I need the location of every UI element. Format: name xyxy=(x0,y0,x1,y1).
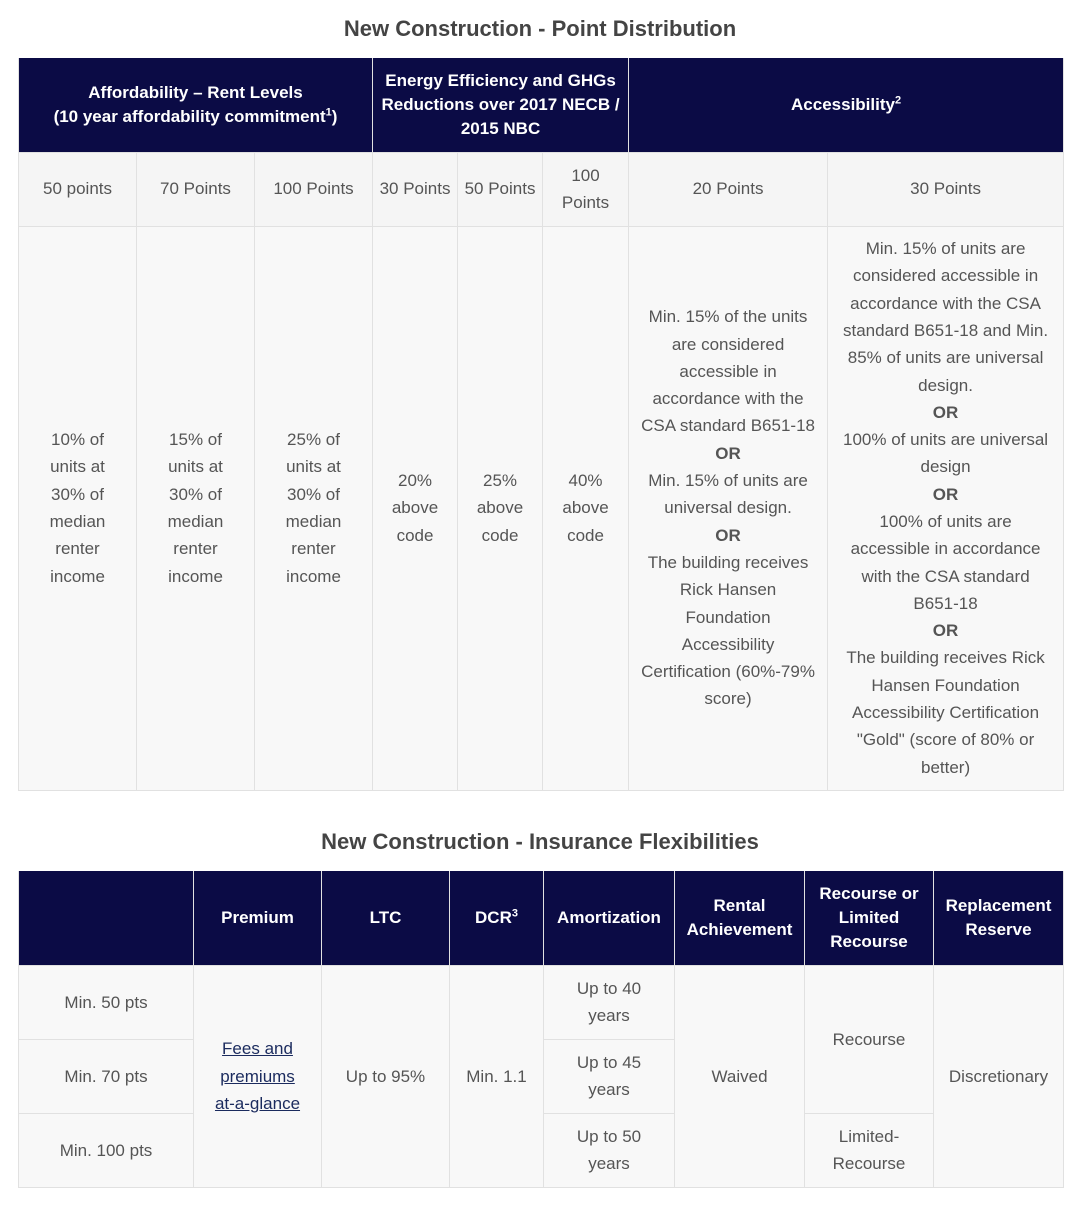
affordability-cell: 15% of units at 30% of median renter income xyxy=(137,226,255,790)
points-cell: 30 Points xyxy=(373,152,458,226)
accessibility-30-option-1: Min. 15% of units are considered accessible in accordance with the CSA standard B651-18 and Min. 85% of units are universal design. xyxy=(843,239,1049,395)
accessibility-20-option-1: Min. 15% of the units are considered accessible in accordance with the CSA standard B651-18 xyxy=(641,307,815,436)
rental-achievement-cell: Waived xyxy=(675,965,805,1187)
accessibility-30-cell xyxy=(828,226,1064,790)
points-row-label: Min. 100 pts xyxy=(19,1113,194,1187)
points-cell: 100 Points xyxy=(543,152,629,226)
blank-header xyxy=(19,871,194,965)
or-label: OR xyxy=(932,621,959,641)
recourse-cell: Recourse xyxy=(805,965,934,1113)
premium-cell xyxy=(194,965,322,1187)
replacement-reserve-cell: Discretionary xyxy=(934,965,1064,1187)
accessibility-30-option-2: 100% of units are universal design xyxy=(843,430,1049,477)
affordability-cell: 25% of units at 30% of median renter income xyxy=(255,226,373,790)
amortization-cell: Up to 45 years xyxy=(544,1039,675,1113)
points-cell: 20 Points xyxy=(629,152,828,226)
point-distribution-table xyxy=(18,58,1064,791)
points-cell: 30 Points xyxy=(828,152,1064,226)
accessibility-20-option-3: The building receives Rick Hansen Foundation Accessibility Certification (60%-79% score) xyxy=(641,552,815,709)
accessibility-20-cell xyxy=(629,226,828,790)
insurance-flexibilities-table xyxy=(18,871,1064,1188)
accessibility-20-option-2: Min. 15% of units are universal design. xyxy=(648,471,808,518)
points-cell: 50 Points xyxy=(458,152,543,226)
replacement-reserve-header: Replacement Reserve xyxy=(934,871,1064,965)
recourse-header: Recourse or Limited Recourse xyxy=(805,871,934,965)
accessibility-30-option-3: 100% of units are accessible in accordance with the CSA standard B651-18 xyxy=(850,512,1041,613)
energy-cell: 20% above code xyxy=(373,226,458,790)
or-label: OR xyxy=(715,443,741,463)
points-row-label: Min. 50 pts xyxy=(19,965,194,1039)
dcr-cell: Min. 1.1 xyxy=(450,965,544,1187)
premium-header: Premium xyxy=(194,871,322,965)
dcr-header: DCR$^3$ xyxy=(450,871,544,965)
amortization-header: Amortization xyxy=(544,871,675,965)
ltc-header: LTC xyxy=(322,871,450,965)
points-cell: 50 points xyxy=(19,152,137,226)
limited-recourse-cell: Limited-Recourse xyxy=(805,1113,934,1187)
rental-achievement-header: Rental Achievement xyxy=(675,871,805,965)
points-cell: 70 Points xyxy=(137,152,255,226)
accessibility-header: Accessibility$^2$ xyxy=(629,58,1064,152)
fees-and-premiums-link[interactable]: Fees and premiums at-a-glance xyxy=(214,1039,301,1113)
affordability-header: Affordability – Rent Levels (10 year affordability commitment$^1$) xyxy=(19,58,373,152)
energy-header: Energy Efficiency and GHGs Reductions over 2017 NECB / 2015 NBC xyxy=(373,58,629,152)
or-label: OR xyxy=(715,525,741,545)
amortization-cell: Up to 40 years xyxy=(544,965,675,1039)
energy-cell: 40% above code xyxy=(543,226,629,790)
accessibility-30-option-4: The building receives Rick Hansen Foundation Accessibility Certification "Gold" (score of 80% or better) xyxy=(846,648,1045,777)
point-distribution-title: New Construction - Point Distribution xyxy=(343,16,737,41)
amortization-cell: Up to 50 years xyxy=(544,1113,675,1187)
ltc-cell: Up to 95% xyxy=(322,965,450,1187)
insurance-flexibilities-title: New Construction - Insurance Flexibilities xyxy=(321,829,759,854)
points-row-label: Min. 70 pts xyxy=(19,1039,194,1113)
or-label: OR xyxy=(932,484,959,504)
energy-cell: 25% above code xyxy=(458,226,543,790)
affordability-cell: 10% of units at 30% of median renter income xyxy=(19,226,137,790)
points-cell: 100 Points xyxy=(255,152,373,226)
or-label: OR xyxy=(932,402,959,422)
